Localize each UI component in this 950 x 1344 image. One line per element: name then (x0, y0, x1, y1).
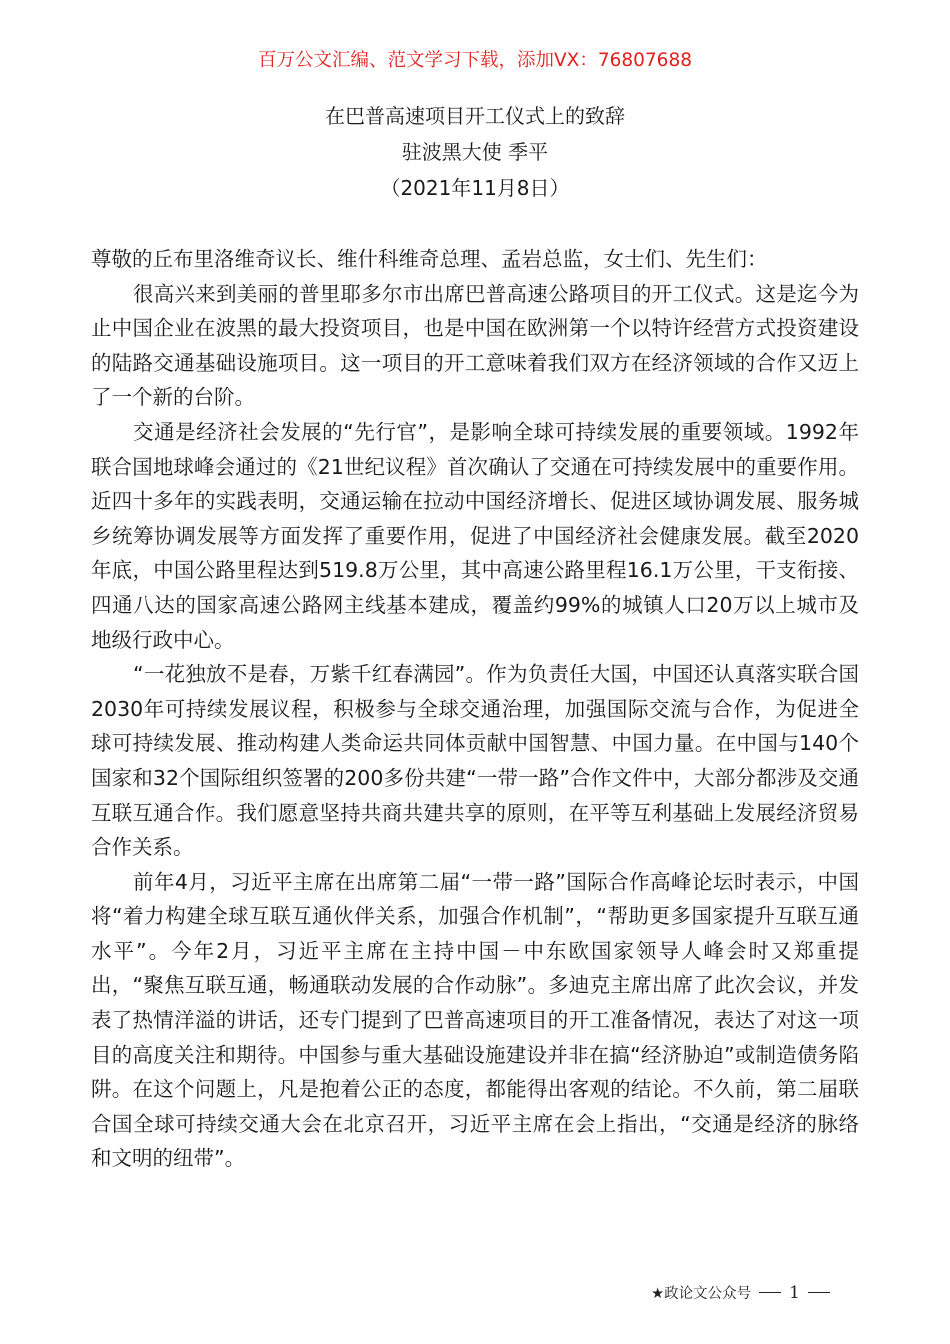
paragraph: 前年4月，习近平主席在出席第二届“一带一路”国际合作高峰论坛时表示，中国将“着力构建全球互联互通伙伴关系，加强合作机制”，“帮助更多国家提升互联互通水平”。今年2月，习近平主席在主持中国－中东欧国家领导人峰会时又郑重提出，“聚焦互联互通，畅通联动发展的合作动脉”。多迪克主席出席了此次会议，并发表了热情洋溢的讲话，还专门提到了巴普高速项目的开工准备情况，表达了对这一项目的高度关注和期待。中国参与重大基础设施建设并非在搞“经济胁迫”或制造债务陷阱。在这个问题上，凡是抱着公正的态度，都能得出客观的结论。不久前，第二届联合国全球可持续交通大会在北京召开，习近平主席在会上指出，“交通是经济的脉络和文明的纽带”。 (91, 869, 859, 1171)
footer-dash-right (808, 1292, 830, 1293)
footer-source: ★政论文公众号 (651, 1286, 752, 1302)
paragraph: “一花独放不是春，万紫千红春满园”。作为负责任大国，中国还认真落实联合国2030年可持续发展议程，积极参与全球交通治理，加强国际交流与合作，为促进全球可持续发展、推动构建人类命运共同体贡献中国智慧、中国力量。在中国与140个国家和32个国际组织签署的200多份共建“一带一路”合作文件中，大部分都涉及交通互联互通合作。我们愿意坚持共商共建共享的原则，在平等互利基础上发展经济贸易合作关系。 (91, 662, 859, 860)
title-block (0, 98, 950, 206)
document-body (91, 242, 859, 1176)
page-footer (651, 1282, 838, 1303)
page-number: 1 (789, 1282, 800, 1303)
paragraph: 很高兴来到美丽的普里耶多尔市出席巴普高速公路项目的开工仪式。这是迄今为止中国企业在波黑的最大投资项目，也是中国在欧洲第一个以特许经营方式投资建设的陆路交通基础设施项目。这一项目的开工意味着我们双方在经济领域的合作又迈上了一个新的台阶。 (91, 281, 859, 410)
document-date: （2021年11月8日） (380, 176, 570, 200)
document-title: 在巴普高速项目开工仪式上的致辞 (325, 104, 625, 128)
watermark-banner: 百万公文汇编、范文学习下载，添加VX：76807688 (258, 50, 692, 71)
salutation: 尊敬的丘布里洛维奇议长、维什科维奇总理、孟岩总监，女士们、先生们： (91, 247, 768, 271)
document-author: 驻波黑大使 季平 (401, 140, 549, 164)
footer-dash-left (759, 1292, 781, 1293)
paragraph: 交通是经济社会发展的“先行官”，是影响全球可持续发展的重要领域。1992年联合国地球峰会通过的《21世纪议程》首次确认了交通在可持续发展中的重要作用。近四十多年的实践表明，交通运输在拉动中国经济增长、促进区域协调发展、服务城乡统筹协调发展等方面发挥了重要作用，促进了中国经济社会健康发展。截至2020年底，中国公路里程达到519.8万公里，其中高速公路里程16.1万公里，干支衔接、四通八达的国家高速公路网主线基本建成，覆盖约99%的城镇人口20万以上城市及地级行政中心。 (91, 419, 859, 652)
